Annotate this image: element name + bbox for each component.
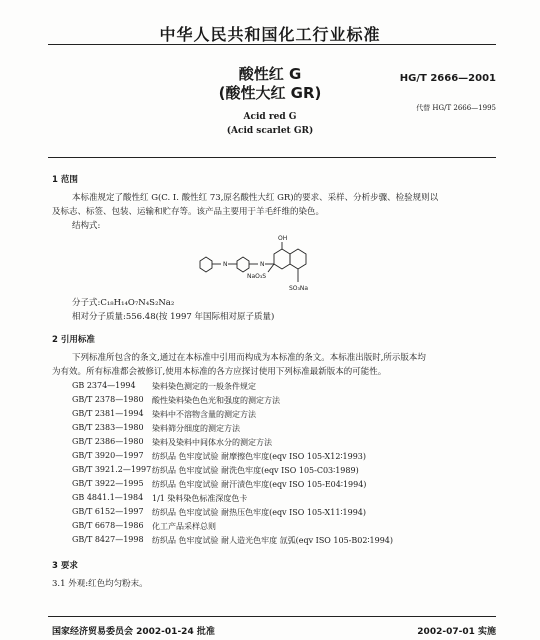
section-3-1-item: 3.1 外观:红色均匀粉末。 — [52, 579, 148, 589]
ref-code: GB/T 2386—1980 — [72, 437, 144, 446]
section-2-line-1: 下列标准所包含的条文,通过在本标准中引用而构成为本标准的条文。本标准出版时,所示版本均 — [72, 353, 426, 363]
ref-code: GB/T 2383—1980 — [72, 423, 144, 432]
header-rule — [48, 44, 496, 45]
ref-title: 纺织品 色牢度试验 耐摩擦色牢度(eqv ISO 105-X12∶1993) — [152, 452, 366, 461]
section-2-heading: 2 引用标准 — [52, 335, 95, 345]
ref-code: GB/T 3922—1995 — [72, 479, 144, 488]
section-1-line-1: 本标准规定了酸性红 G(C. I. 酸性红 73,原名酸性大红 GR)的要求、采样、分析步骤、检验规则以 — [72, 193, 439, 203]
ref-title: 染料染色测定的一般条件规定 — [152, 382, 256, 391]
structural-formula-diagram — [195, 232, 365, 302]
benzene-ring-1 — [200, 257, 212, 272]
title-rule — [48, 157, 496, 158]
ref-title: 染料中不溶物含量的测定方法 — [152, 410, 256, 419]
ref-code: GB/T 3920—1997 — [72, 451, 144, 460]
ref-code: GB/T 6678—1986 — [72, 521, 144, 530]
section-1-line-2: 及标志、标签、包装、运输和贮存等。该产品主要用于羊毛纤维的染色。 — [52, 207, 325, 217]
ref-title: 化工产品采样总则 — [152, 522, 216, 531]
effective-date: 2002-07-01 实施 — [417, 627, 496, 637]
section-2-line-2: 为有效。所有标准都会被修订,使用本标准的各方应探讨使用下列标准最新版本的可能性。 — [52, 367, 387, 377]
ref-code: GB/T 2381—1994 — [72, 409, 144, 418]
section-1-heading: 1 范围 — [52, 175, 78, 185]
azo-n-2: N — [260, 261, 265, 268]
standard-title-cn-alt: (酸性大红 GR) — [218, 84, 322, 102]
azo-n-1: N — [223, 261, 228, 268]
standard-code: HG/T 2666—2001 — [399, 73, 496, 84]
ref-title: 1/1 染料染色标准深度色卡 — [152, 494, 248, 503]
naos-label: NaO₃S — [247, 273, 267, 280]
ref-title: 酸性染料染色色光和强度的测定方法 — [152, 396, 280, 405]
oh-label: OH — [278, 235, 288, 242]
standard-title-cn: 酸性红 G — [238, 65, 302, 83]
ref-title: 染料筛分细度的测定方法 — [152, 424, 240, 433]
replaces-note: 代替 HG/T 2666—1995 — [416, 104, 496, 112]
ref-code: GB 4841.1—1984 — [72, 493, 144, 502]
issuing-authority-header: 中华人民共和国化工行业标准 — [159, 25, 381, 44]
ref-title: 纺织品 色牢度试验 耐汗渍色牢度(eqv ISO 105-E04∶1994) — [152, 480, 367, 489]
approval-date: 国家经济贸易委员会 2002-01-24 批准 — [52, 627, 215, 637]
molecular-formula: 分子式:C₁₈H₁₄O₇N₄S₂Na₂ — [72, 298, 175, 308]
ref-code: GB/T 2378—1980 — [72, 395, 144, 404]
benzene-ring-2 — [237, 257, 249, 272]
naphthalene-ring-b — [290, 249, 306, 269]
ref-code: GB/T 3921.2—1997 — [72, 465, 152, 474]
molecular-mass: 相对分子质量:556.48(按 1997 年国际相对原子质量) — [72, 312, 275, 322]
standard-title-en: Acid red G — [243, 112, 297, 122]
naphthalene-ring-a — [274, 249, 290, 269]
footer-rule — [48, 616, 496, 617]
ref-code: GB/T 8427—1998 — [72, 535, 144, 544]
ref-code: GB/T 6152—1997 — [72, 507, 144, 516]
structure-label: 结构式: — [72, 221, 101, 231]
ref-title: 纺织品 色牢度试验 耐洗色牢度(eqv ISO 105-C03∶1989) — [152, 466, 359, 475]
ref-title: 纺织品 色牢度试验 耐热压色牢度(eqv ISO 105-X11∶1994) — [152, 508, 366, 517]
section-3-heading: 3 要求 — [52, 561, 78, 571]
ref-title: 染料及染料中间体水分的测定方法 — [152, 438, 272, 447]
standard-title-en-alt: (Acid scarlet GR) — [226, 126, 314, 136]
so3na-label: SO₃Na — [289, 285, 309, 292]
ref-title: 纺织品 色牢度试验 耐人造光色牢度 氙弧(eqv ISO 105-B02∶1994) — [152, 536, 394, 545]
ref-code: GB 2374—1994 — [72, 381, 136, 390]
